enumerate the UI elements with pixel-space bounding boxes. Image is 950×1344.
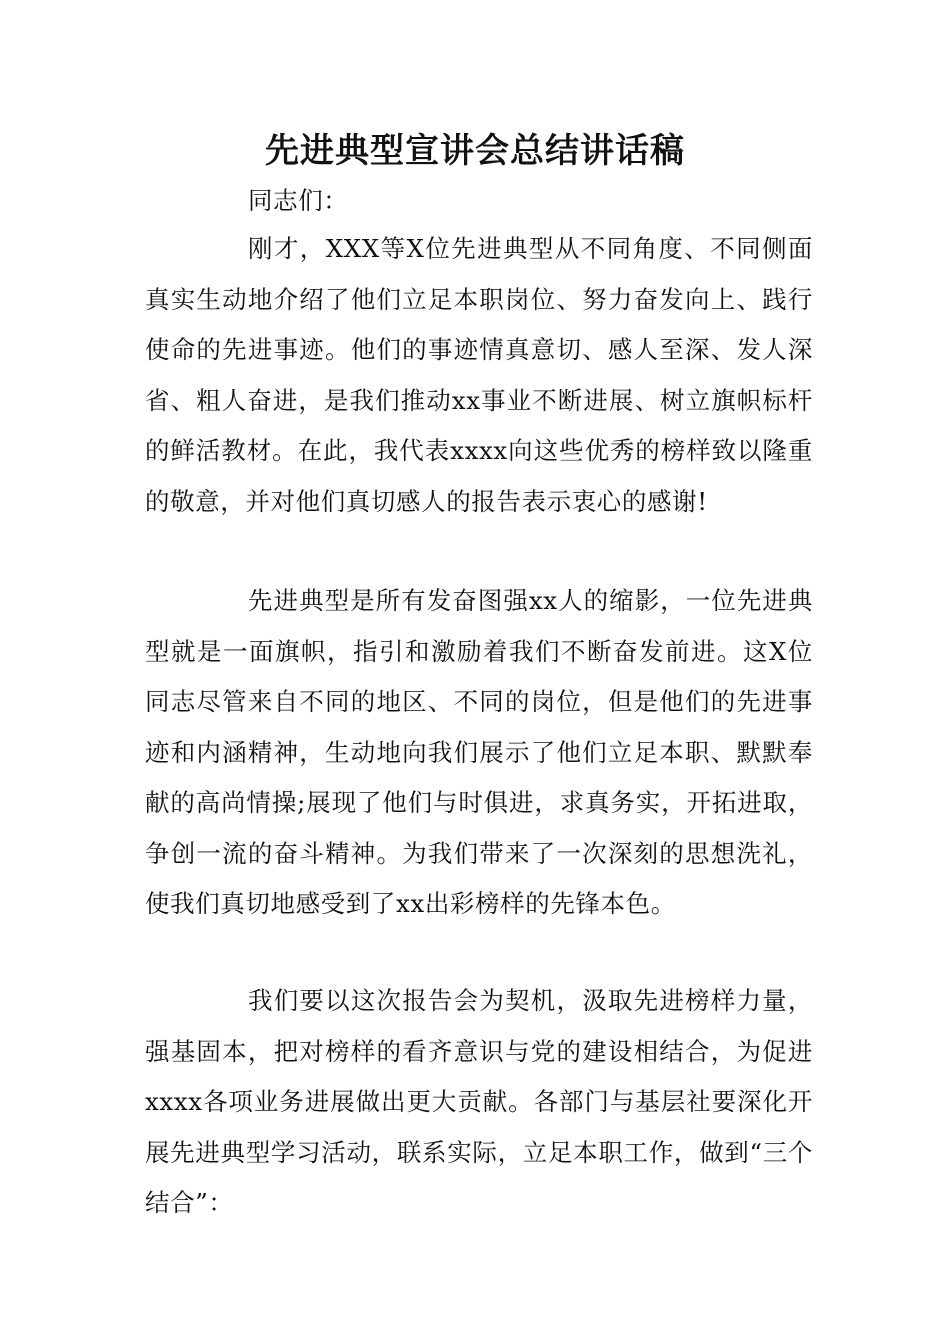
greeting-line: 同志们： <box>248 186 349 215</box>
paragraph-1: 刚才，XXX等X位先进典型从不同角度、不同侧面真实生动地介绍了他们立足本职岗位、努力奋发向上、践行使命的先进事迹。他们的事迹情真意切、感人至深、发人深省、粗人奋进，是我们推动xx事业不断进展、树立旗帜标杆的鲜活教材。在此，我代表xxxx向这些优秀的榜样致以隆重的敬意，并对他们真切感人的报告表示衷心的感谢! <box>145 234 813 516</box>
document-title: 先进典型宣讲会总结讲话稿 <box>265 131 685 171</box>
paragraph-3: 我们要以这次报告会为契机，汲取先进榜样力量，强基固本，把对榜样的看齐意识与党的建设相结合，为促进xxxx各项业务进展做出更大贡献。各部门与基层社要深化开展先进典型学习活动，联系实际，立足本职工作，做到“三个结合”： <box>145 986 813 1217</box>
paragraph-2: 先进典型是所有发奋图强xx人的缩影，一位先进典型就是一面旗帜，指引和激励着我们不断奋发前进。这X位同志尽管来自不同的地区、不同的岗位，但是他们的先进事迹和内涵精神，生动地向我们展示了他们立足本职、默默奉献的高尚情操;展现了他们与时俱进，求真务实，开拓进取，争创一流的奋斗精神。为我们带来了一次深刻的思想洗礼，使我们真切地感受到了xx出彩榜样的先锋本色。 <box>145 586 813 918</box>
